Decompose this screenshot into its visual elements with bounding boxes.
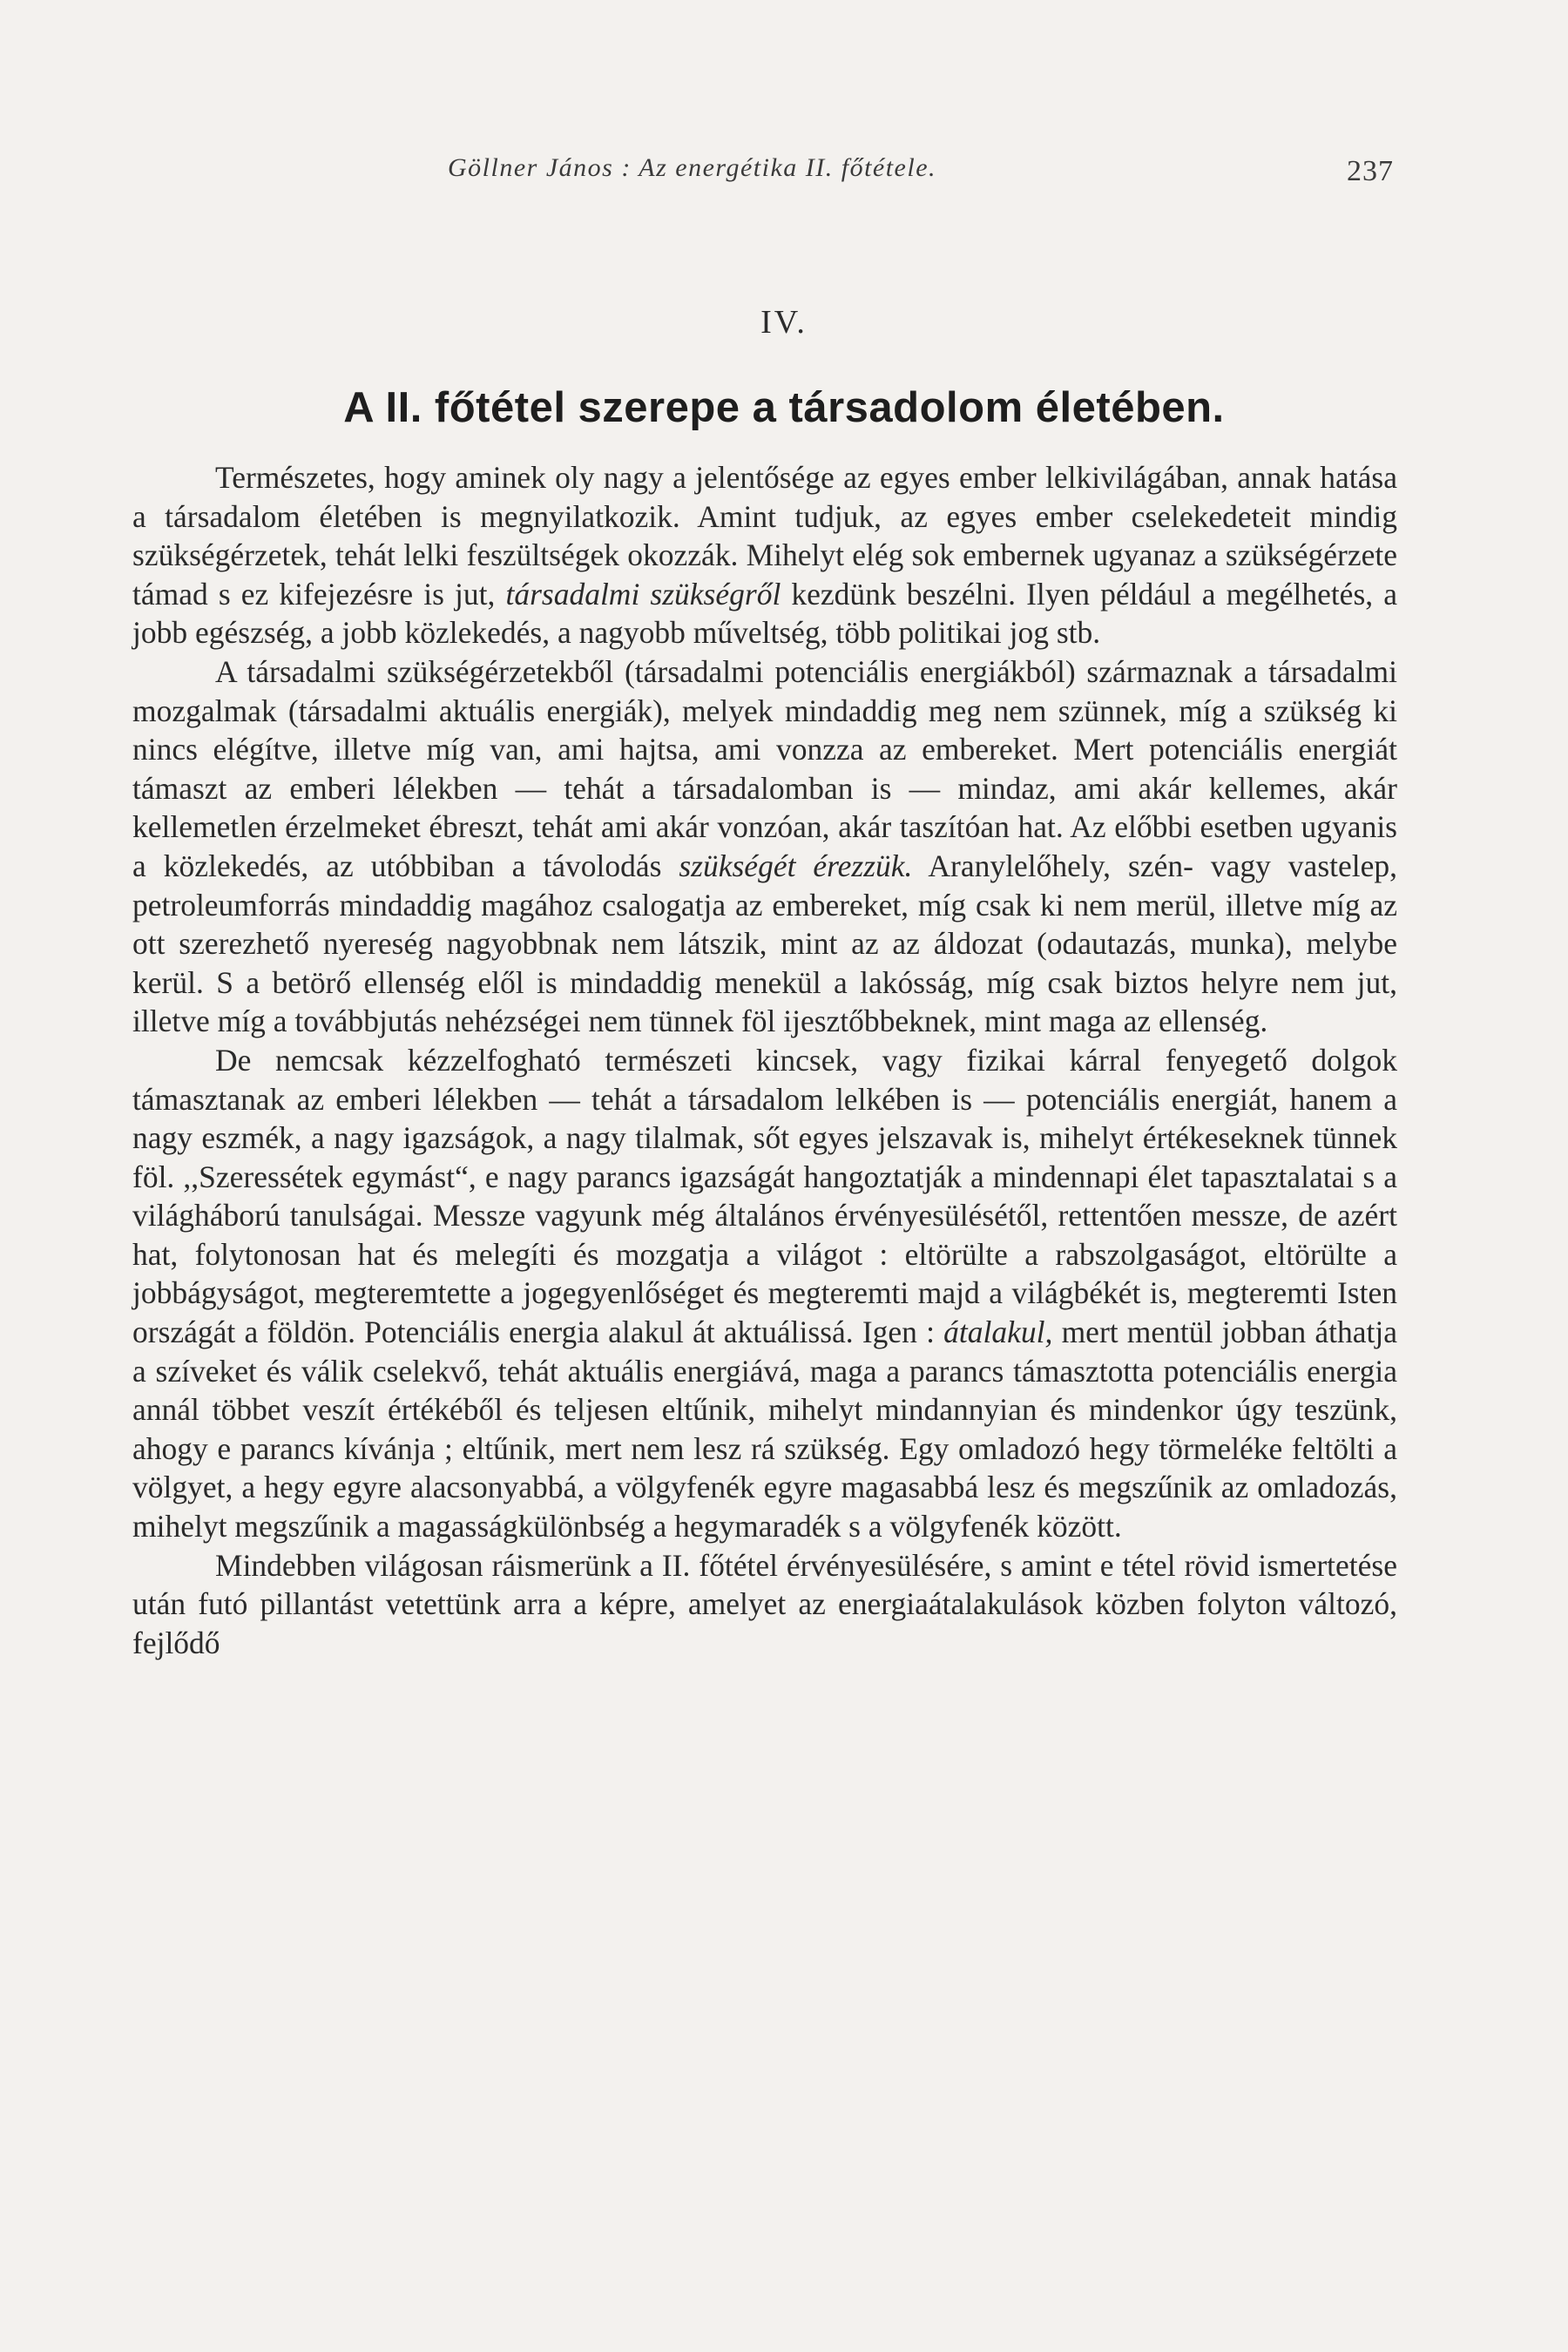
text-segment: Természetes, hogy aminek oly nagy a jelentősége az egyes ember lelkivilágában, annak hatása a társadalom életében is megnyilatkozik. Amint tudjuk, az egyes ember cselekedeteit mindig szükségérzetek, tehát lelki feszültségek okozzák. Mihelyt elég sok embernek ugyanaz a szükségérzete támad s ez kifejezésre is jut, [132, 460, 1397, 612]
text-segment: Mindebben világosan ráismerünk a II. főtétel érvényesülésére, s amint e tétel rövid ismertetése után futó pillantást vetettünk arra a képre, amelyet az energiaátalakulások közben folyton változó, fejlődő [132, 1547, 1397, 1660]
paragraph [132, 1546, 1397, 1663]
italic-phrase: átalakul, [943, 1315, 1053, 1350]
running-title: Göllner János : Az energétika II. főtétele. [448, 153, 937, 182]
text-segment: De nemcsak kézzelfogható természeti kincsek, vagy fizikai kárral fenyegető dolgok támasztanak az emberi lélekben — tehát a társadalom lelkében is — potenciális energiát, hanem a nagy eszmék, a nagy igazságok, a nagy tilalmak, sőt egyes jelszavak is, mihelyt értékeseknek tünnek föl. ,,Szeressétek egymást“, e nagy parancs igazságát hangoztatják a mindennapi élet tapasztalatai s a világháború tanulságai. Messze vagyunk még általános érvényesülésétől, rettentően messze, de azért hat, folytonosan hat és melegíti és mozgatja a világot : eltörülte a rabszolgaságot, eltörülte a jobbágyságot, megteremtette a jogegyenlőséget és megteremti majd a világbékét is, megteremti Isten országát a földön. Potenciális energia alakul át aktuálissá. Igen : [132, 1042, 1397, 1350]
body-text [132, 458, 1397, 1662]
paragraph [132, 1041, 1397, 1546]
text-segment: Aranylelőhely, szén- vagy vastelep, petroleumforrás mindaddig magához csalogatja az embereket, míg csak ki nem merül, illetve míg az ott szerezhető nyereség nagyobbnak nem látszik, mint az az áldozat (odautazás, munka), melybe kerül. S a betörő ellenség elől is mindaddig menekül a lakósság, míg csak biztos helyre nem jut, illetve míg a továbbjutás nehézségei nem tünnek föl ijesztőbbeknek, mint maga az ellenség. [132, 848, 1397, 1039]
chapter-number: IV. [760, 304, 808, 341]
text-segment: mert mentül jobban áthatja a szíveket és válik cselekvő, tehát aktuális energiává, maga a parancs támasztotta potenciális energia annál többet veszít értékéből és teljesen eltűnik, mihelyt mindannyian és mindenkor úgy teszünk, ahogy e parancs kívánja ; eltűnik, mert nem lesz rá szükség. Egy omladozó hegy törmeléke feltölti a völgyet, a hegy egyre alacsonyabbá, a völgyfenék egyre magasabbá lesz és megszűnik az omladozás, mihelyt megszűnik a magasságkülönbség a hegymaradék s a völgyfenék között. [132, 1315, 1397, 1544]
italic-phrase: társadalmi szükségről [505, 576, 781, 612]
italic-phrase: szükségét érezzük. [679, 848, 913, 883]
paragraph [132, 458, 1397, 652]
text-segment: A társadalmi szükségérzetekből (társadalmi potenciális energiákból) származnak a társadalmi mozgalmak (társadalmi aktuális energiák), melyek mindaddig meg nem szünnek, míg a szükség ki nincs elégítve, illetve míg van, ami hajtsa, ami vonzza az embereket. Mert potenciális energiát támaszt az emberi lélekben — tehát a társadalomban is — mindaz, ami akár kellemes, akár kellemetlen érzelmeket ébreszt, tehát ami akár vonzóan, akár taszítóan hat. Az előbbi esetben ugyanis a közlekedés, az utóbbiban a távolodás [132, 653, 1397, 883]
running-head [131, 153, 1394, 197]
text-segment: kezdünk beszélni. Ilyen például a megélhetés, a jobb egészség, a jobb közlekedés, a nagyobb műveltség, több politikai jog stb. [132, 576, 1397, 651]
chapter-title: A II. főtétel szerepe a társadolom életében. [343, 384, 1225, 431]
page-number: 237 [1347, 155, 1394, 187]
paragraph [132, 652, 1397, 1041]
